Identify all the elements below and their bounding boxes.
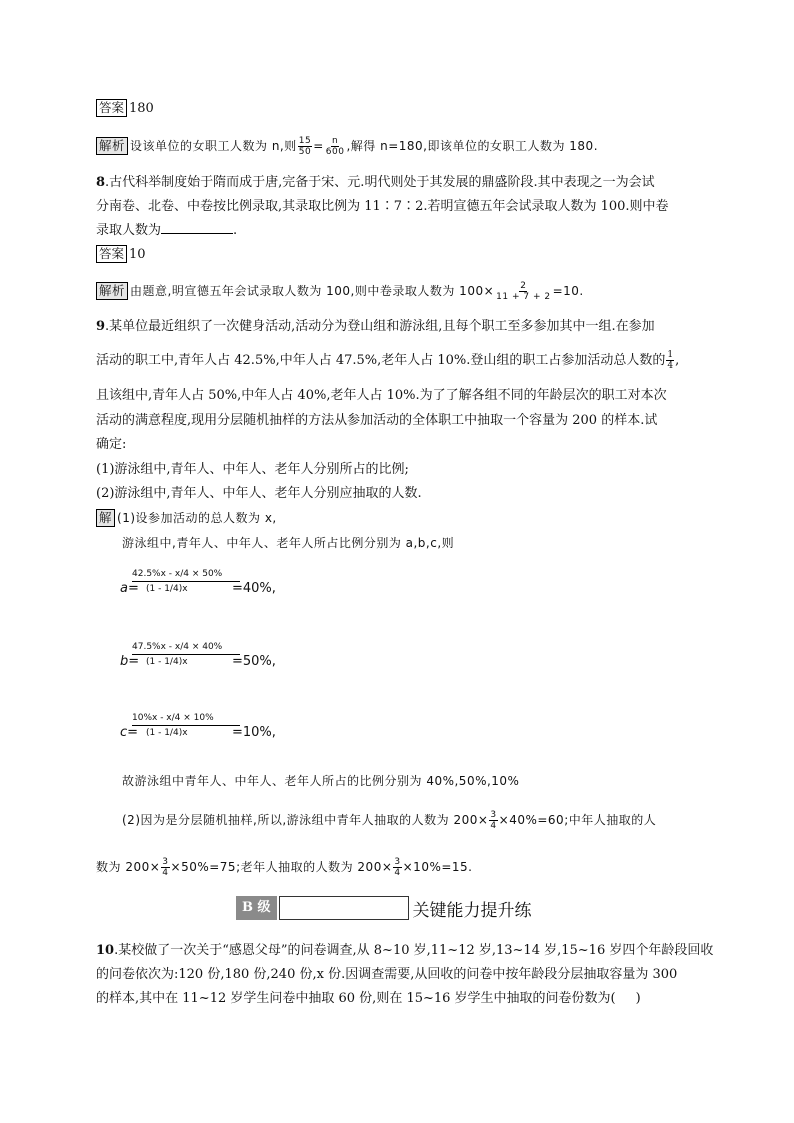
q9-solution-line-2: 游泳组中,青年人、中年人、老年人所占比例分别为 a,b,c,则: [122, 536, 455, 550]
analysis-text-post: ,解得 n=180,即该单位的女职工人数为 180.: [346, 139, 599, 153]
q9-solution-line-3: 故游泳组中青年人、中年人、老年人所占的比例分别为 40%,50%,10%: [122, 774, 520, 788]
fraction-bar: [132, 654, 240, 655]
fraction: $\frac{3}{4}$: [394, 857, 401, 878]
q10-line-3: 的样本,其中在 11~12 岁学生问卷中抽取 60 份,则在 15~16 岁学生中抽取的问卷份数为( ): [96, 991, 641, 1006]
q9-solution-line-4: (2)因为是分层随机抽样,所以,游泳组中青年人抽取的人数为 200× $\frac{3}{4}$ ×40%=60;中年人抽取的人: [122, 810, 657, 831]
answer-value: 10: [129, 247, 146, 262]
answer-blank: [161, 221, 233, 234]
answer-value: 180: [129, 101, 154, 116]
q8-analysis-line: 解析 由题意,明宣德五年会试录取人数为 100,则中卷录取人数为 100× $\frac{2}{11 + 7 + 2}$ =10.: [96, 281, 584, 302]
fraction: $\frac{n}{600}$: [325, 136, 345, 157]
question-number: 8: [96, 175, 106, 190]
section-title-box: [279, 896, 409, 920]
question-number: 10: [96, 943, 115, 958]
q9-solution-line-5: 数为 200× $\frac{3}{4}$ ×50%=75;老年人抽取的人数为 200× $\frac{3}{4}$ ×10%=15.: [96, 857, 473, 878]
analysis-tag: 解析: [96, 282, 128, 300]
q9-solution-line-1: 解 (1)设参加活动的总人数为 x,: [96, 509, 277, 527]
q7-analysis-line: 解析 设该单位的女职工人数为 n,则 $\frac{15}{50}$ = $\frac{n}{600}$ ,解得 n=180,即该单位的女职工人数为 180.: [96, 136, 598, 157]
q9-line-4: 活动的满意程度,现用分层随机抽样的方法从参加活动的全体职工中抽取一个容量为 200 的样本.试: [96, 413, 658, 428]
analysis-tag: 解析: [96, 137, 128, 155]
fraction: $\frac{3}{4}$: [490, 810, 497, 831]
answer-tag: 答案: [96, 245, 127, 263]
q9-line-2: 活动的职工中,青年人占 42.5%,中年人占 47.5%,老年人占 10%.登山组的职工占参加活动总人数的 $\frac{1}{4}$ ,: [96, 350, 680, 371]
section-title: 关键能力提升练: [412, 900, 532, 921]
q9-line-6: (1)游泳组中,青年人、中年人、老年人分别所占的比例;: [96, 462, 409, 477]
q9-line-7: (2)游泳组中,青年人、中年人、老年人分别应抽取的人数.: [96, 486, 422, 501]
answer-tag: 答案: [96, 99, 127, 117]
fraction-bar: [132, 725, 240, 726]
fraction: $\frac{2}{11 + 7 + 2}$: [496, 281, 551, 302]
q8-line-2: 分南卷、北卷、中卷按比例录取,其录取比例为 11∶7∶2.若明宣德五年会试录取人数为 100.则中卷: [96, 199, 669, 214]
fraction: $\frac{15}{50}$: [298, 136, 312, 157]
q8-line-1: 8.古代科举制度始于隋而成于唐,完备于宋、元.明代则处于其发展的鼎盛阶段.其中表现之一为会试: [96, 175, 655, 190]
level-badge: B 级: [236, 896, 277, 920]
q10-line-2: 的问卷依次为:120 份,180 份,240 份,x 份.因调查需要,从回收的问卷中按年龄段分层抽取容量为 300: [96, 967, 678, 982]
fraction-bar: [132, 581, 240, 582]
q8-line-3: 录取人数为 .: [96, 223, 238, 238]
fraction: $\frac{1}{4}$: [667, 350, 674, 371]
q10-line-1: 10.某校做了一次关于“感恩父母”的问卷调查,从 8~10 岁,11~12 岁,13~14 岁,15~16 岁四个年龄段回收: [96, 943, 714, 958]
q7-answer-line: [96, 99, 154, 118]
q8-answer-line: [96, 245, 146, 264]
q9-line-3: 且该组中,青年人占 50%,中年人占 40%,老年人占 10%.为了了解各组不同的年龄层次的职工对本次: [96, 388, 667, 403]
fraction: $\frac{3}{4}$: [162, 857, 169, 878]
q9-line-5: 确定:: [96, 437, 127, 452]
question-number: 9: [96, 319, 106, 334]
section-b-header: [236, 895, 532, 921]
q9-line-1: 9.某单位最近组织了一次健身活动,活动分为登山组和游泳组,且每个职工至多参加其中一组.在参加: [96, 319, 655, 334]
analysis-text-pre: 设该单位的女职工人数为 n,则: [130, 139, 297, 153]
solution-tag: 解: [96, 509, 115, 527]
